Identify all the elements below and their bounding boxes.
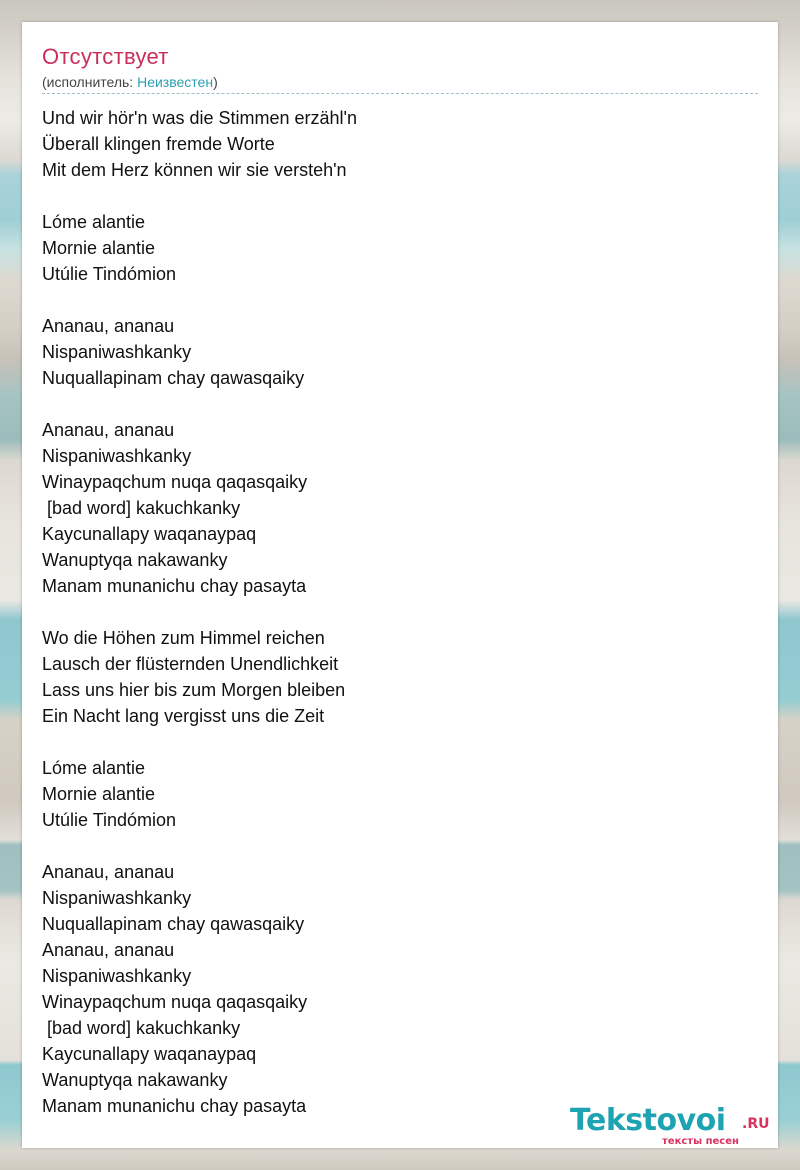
header-divider xyxy=(42,93,758,94)
lyric-line: Ananau, ananau xyxy=(42,316,175,336)
lyric-line: Winaypaqchum nuqa qaqasqaiky xyxy=(42,472,308,492)
lyric-line: Ananau, ananau xyxy=(42,862,175,882)
lyric-line: Utúlie Tindómion xyxy=(42,264,177,284)
lyric-line: Und wir hör'n was die Stimmen erzähl'n xyxy=(42,108,357,128)
lyric-line: Mit dem Herz können wir sie versteh'n xyxy=(42,160,347,180)
stanza-break xyxy=(42,833,758,859)
lyric-line: Kaycunallapy waqanaypaq xyxy=(42,524,257,544)
lyric-line: Wanuptyqa nakawanky xyxy=(42,550,228,570)
stanza-break xyxy=(42,287,758,313)
lyrics-text xyxy=(42,105,758,1119)
lyric-line: Wanuptyqa nakawanky xyxy=(42,1070,228,1090)
lyric-line: [bad word] kakuchkanky xyxy=(42,498,241,518)
lyrics-card xyxy=(22,22,778,1148)
lyric-line: Lóme alantie xyxy=(42,758,146,778)
logo-wordmark: Tekstovoi xyxy=(570,1103,726,1138)
lyric-line: Lausch der flüsternden Unendlichkeit xyxy=(42,654,339,674)
lyric-line: Ein Nacht lang vergisst uns die Zeit xyxy=(42,706,325,726)
song-title: Отсутствует xyxy=(42,44,169,69)
stanza-break xyxy=(42,391,758,417)
stanza-break xyxy=(42,183,758,209)
artist-line xyxy=(42,74,218,90)
logo-domain: .RU xyxy=(742,1116,770,1132)
lyric-line: Ananau, ananau xyxy=(42,420,175,440)
lyric-line: Ananau, ananau xyxy=(42,940,175,960)
lyric-line: Nispaniwashkanky xyxy=(42,888,192,908)
logo-tagline: тексты песен xyxy=(662,1136,739,1147)
lyric-line: Manam munanichu chay pasayta xyxy=(42,576,307,596)
artist-link[interactable]: Неизвестен xyxy=(137,74,214,90)
lyric-line: Lóme alantie xyxy=(42,212,146,232)
lyric-line: Mornie alantie xyxy=(42,238,156,258)
lyric-line: Nispaniwashkanky xyxy=(42,342,192,362)
site-logo[interactable] xyxy=(570,1103,780,1147)
artist-suffix: ) xyxy=(213,74,218,90)
stanza-break xyxy=(42,599,758,625)
lyric-line: Nuquallapinam chay qawasqaiky xyxy=(42,914,305,934)
lyric-line: Mornie alantie xyxy=(42,784,156,804)
lyric-line: Nispaniwashkanky xyxy=(42,966,192,986)
artist-prefix: (исполнитель: xyxy=(42,74,138,90)
lyric-line: Manam munanichu chay pasayta xyxy=(42,1096,307,1116)
lyric-line: Winaypaqchum nuqa qaqasqaiky xyxy=(42,992,308,1012)
lyric-line: [bad word] kakuchkanky xyxy=(42,1018,241,1038)
lyric-line: Nuquallapinam chay qawasqaiky xyxy=(42,368,305,388)
lyric-line: Utúlie Tindómion xyxy=(42,810,177,830)
lyric-line: Kaycunallapy waqanaypaq xyxy=(42,1044,257,1064)
stanza-break xyxy=(42,729,758,755)
lyric-line: Wo die Höhen zum Himmel reichen xyxy=(42,628,325,648)
lyric-line: Lass uns hier bis zum Morgen bleiben xyxy=(42,680,346,700)
lyric-line: Überall klingen fremde Worte xyxy=(42,134,275,154)
lyric-line: Nispaniwashkanky xyxy=(42,446,192,466)
